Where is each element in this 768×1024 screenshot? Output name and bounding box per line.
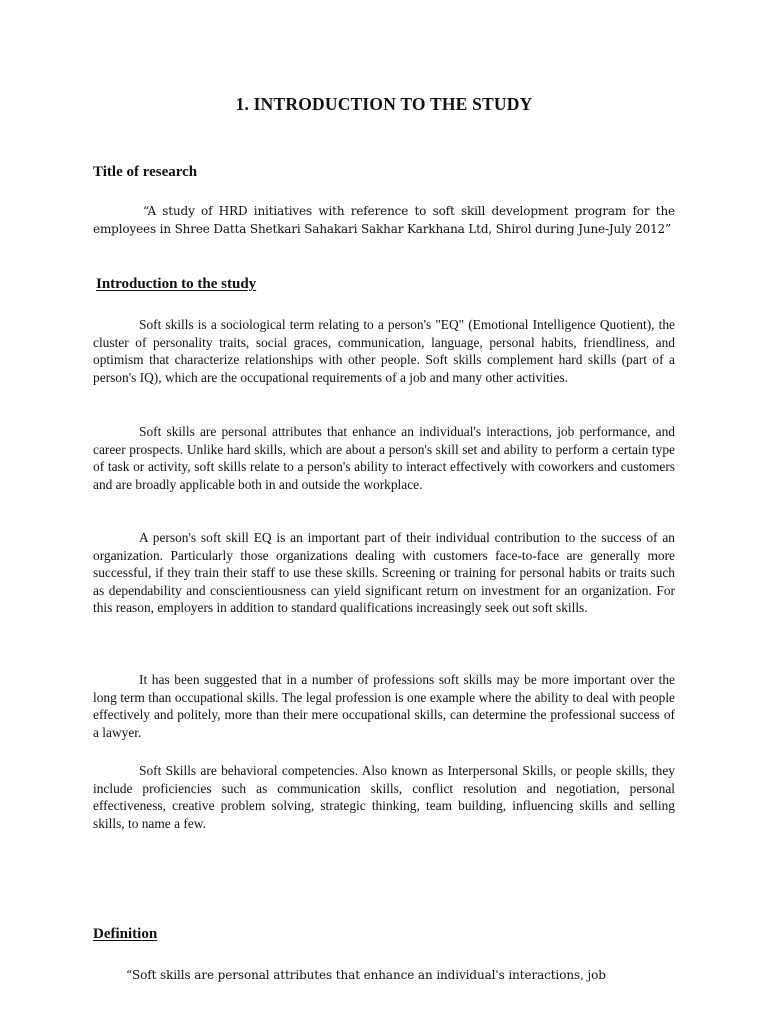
intro-paragraph-5: Soft Skills are behavioral competencies. Also known as Interpersonal Skills, or people skills, they include proficiencies such as communication skills, conflict resolution and negotiation, personal effectiveness, creative problem solving, strategic thinking, team building, influencing skills and selling skills, to name a few.	[93, 763, 675, 831]
introduction-heading: Introduction to the study	[96, 276, 257, 292]
definition-heading: Definition	[93, 926, 158, 942]
chapter-title: 1. INTRODUCTION TO THE STUDY	[235, 94, 533, 114]
definition-text: “Soft skills are personal attributes that enhance an individual's interactions, job	[126, 968, 606, 982]
intro-paragraph-4: It has been suggested that in a number of professions soft skills may be more important over the long term than occupational skills. The legal profession is one example where the ability to deal with people effectively and politely, more than their mere occupational skills, can determine the professional success of a lawyer.	[93, 672, 675, 740]
intro-paragraph-3: A person's soft skill EQ is an important part of their individual contribution to the success of an organization. Particularly those organizations dealing with customers face-to-face are generally more successful, if they train their staff to use these skills. Screening or training for personal habits or traits such as dependability and conscientiousness can yield significant return on investment for an organization. For this reason, employers in addition to standard qualifications increasingly seek out soft skills.	[93, 530, 675, 615]
research-title-text: “A study of HRD initiatives with reference to soft skill development program for the employees in Shree Datta Shetkari Sahakari Sakhar Karkhana Ltd, Shirol during June-July 2012”	[93, 204, 675, 236]
intro-paragraph-1: Soft skills is a sociological term relating to a person's "EQ" (Emotional Intelligence Quotient), the cluster of personality traits, social graces, communication, language, personal habits, friendliness, and optimism that characterize relationships with other people. Soft skills complement hard skills (part of a person's IQ), which are the occupational requirements of a job and many other activities.	[93, 317, 675, 385]
title-of-research-heading: Title of research	[93, 164, 198, 180]
intro-paragraph-2: Soft skills are personal attributes that enhance an individual's interactions, job performance, and career prospects. Unlike hard skills, which are about a person's skill set and ability to perform a certain type of task or activity, soft skills relate to a person's ability to interact effectively with coworkers and customers and are broadly applicable both in and outside the workplace.	[93, 424, 675, 492]
